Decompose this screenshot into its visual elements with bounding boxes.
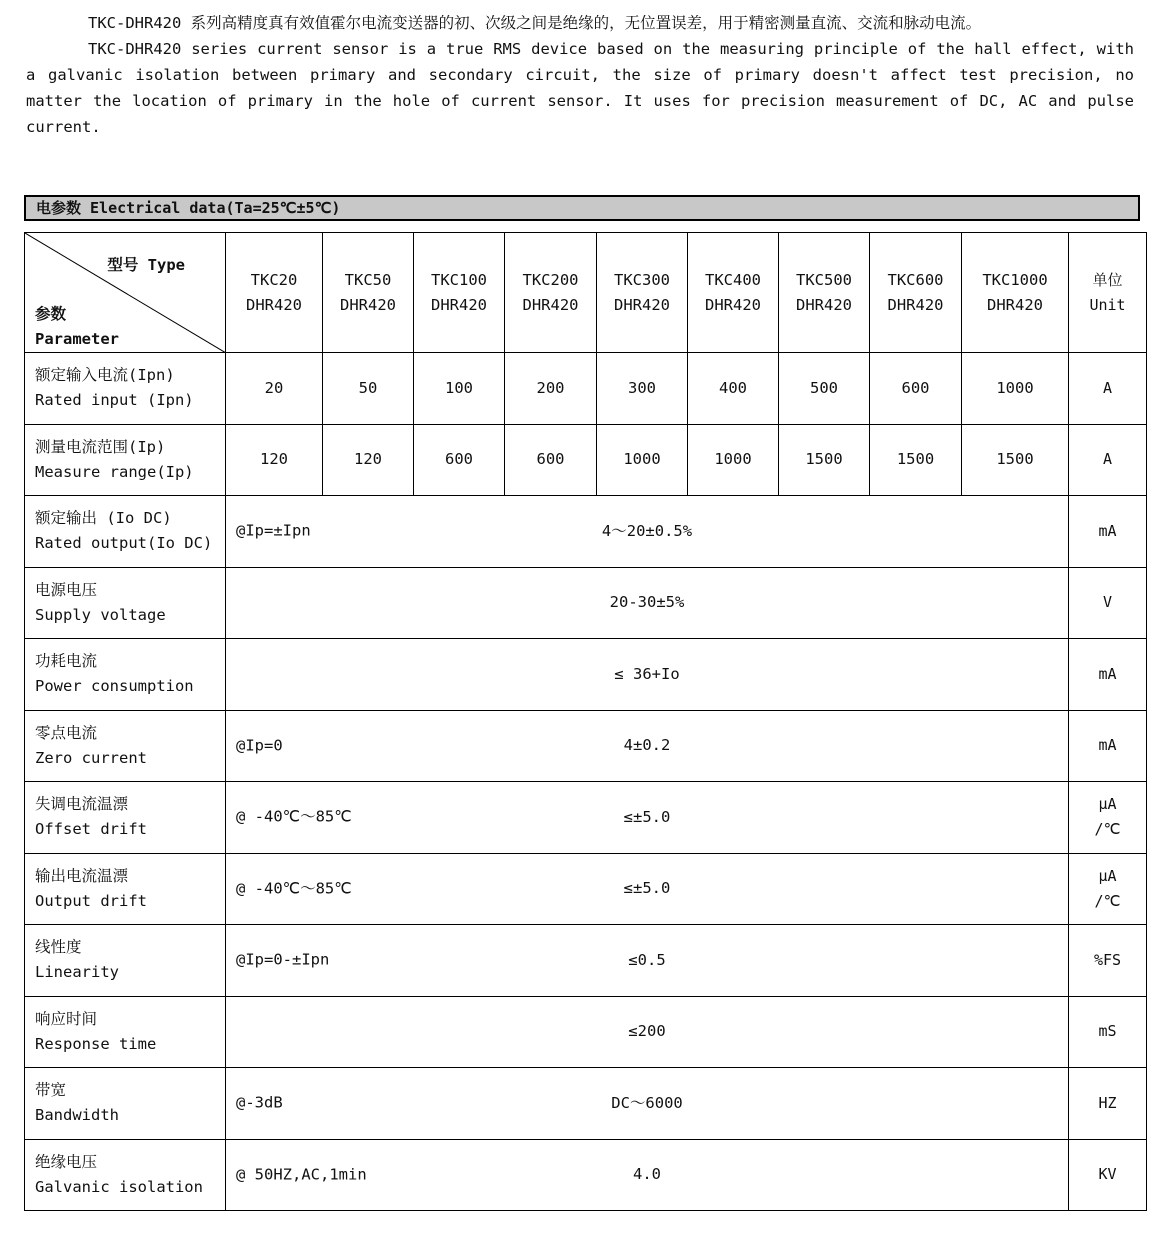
param-cell	[25, 1068, 226, 1140]
value-cell: 50	[323, 353, 414, 425]
value-cell: 1000	[962, 353, 1069, 425]
merged-value-cell	[226, 496, 1069, 568]
value-cell: 1500	[870, 424, 962, 496]
parameter-label	[35, 302, 119, 352]
value-cell: 600	[414, 424, 505, 496]
model-name: TKC100	[431, 270, 487, 289]
value-cell: 500	[779, 353, 870, 425]
unit-text-secondary: /℃	[1094, 820, 1121, 839]
model-suffix: DHR420	[340, 295, 396, 314]
intro-en: TKC-DHR420 series current sensor is a true RMS device based on the measuring principle of the hall effect, with a galvanic isolation between primary and secondary circuit, the size of primary doesn't affect test precision, no matter the location of primary in the hole of current sensor. It uses for precision measurement of DC, AC and pulse current.	[26, 40, 1134, 136]
param-zh: 带宽	[35, 1081, 67, 1100]
unit-cell: A	[1069, 353, 1147, 425]
table-row	[25, 496, 1147, 568]
condition-text: @Ip=±Ipn	[236, 521, 311, 540]
unit-cell: A	[1069, 424, 1147, 496]
param-zh: 额定输入电流(Ipn)	[35, 366, 175, 385]
condition-text: @Ip=0	[236, 736, 283, 755]
model-suffix: DHR420	[887, 295, 944, 314]
value-text: 4～20±0.5%	[601, 521, 693, 540]
value-cell: 1500	[962, 424, 1069, 496]
value-text: ≤ 36+Io	[614, 664, 680, 683]
param-en: Rated output(Io DC)	[35, 534, 213, 553]
model-suffix: DHR420	[246, 295, 302, 314]
table-row	[25, 424, 1147, 496]
merged-value-cell	[226, 996, 1069, 1068]
model-header-cell	[962, 233, 1069, 353]
condition-text: @Ip=0-±Ipn	[236, 950, 330, 969]
param-cell	[25, 710, 226, 782]
param-zh: 测量电流范围(Ip)	[35, 437, 166, 456]
param-en: Supply voltage	[35, 605, 166, 624]
model-suffix: DHR420	[987, 295, 1043, 314]
value-cell: 1500	[779, 424, 870, 496]
unit-text: mA	[1098, 664, 1117, 683]
param-zh: 额定输出 (Io DC)	[35, 509, 172, 528]
param-en: Power consumption	[35, 677, 194, 696]
param-zh: 响应时间	[35, 1009, 98, 1028]
table-row	[25, 567, 1147, 639]
section-title: 电参数 Electrical data(Ta=25℃±5℃)	[36, 199, 341, 217]
value-cell: 600	[870, 353, 962, 425]
model-name: TKC1000	[982, 270, 1048, 289]
table-row	[25, 1068, 1147, 1140]
table-row	[25, 853, 1147, 925]
unit-cell	[1069, 639, 1147, 711]
value-text: DC～6000	[611, 1093, 683, 1112]
model-header-cell	[414, 233, 505, 353]
unit-cell	[1069, 782, 1147, 854]
unit-text: V	[1102, 593, 1113, 612]
model-header-cell	[870, 233, 962, 353]
value-cell: 400	[688, 353, 779, 425]
unit-text: mA	[1098, 521, 1117, 540]
value-cell: 300	[597, 353, 688, 425]
unit-text: μA	[1098, 866, 1117, 885]
model-suffix: DHR420	[431, 295, 487, 314]
condition-text: @ -40℃～85℃	[236, 879, 352, 898]
merged-value-cell	[226, 853, 1069, 925]
model-name: TKC300	[614, 270, 670, 289]
model-suffix: DHR420	[796, 295, 852, 314]
section-title-bar	[24, 195, 1140, 221]
param-cell	[25, 567, 226, 639]
unit-header-cell	[1069, 233, 1147, 353]
condition-text: @ 50HZ,AC,1min	[236, 1165, 367, 1184]
model-header-cell	[505, 233, 597, 353]
unit-cell	[1069, 710, 1147, 782]
table-row	[25, 1139, 1147, 1211]
param-zh: 零点电流	[35, 723, 98, 742]
value-text: ≤±5.0	[623, 807, 671, 826]
value-cell: 1000	[597, 424, 688, 496]
param-zh: 绝缘电压	[35, 1152, 98, 1171]
model-suffix: DHR420	[614, 295, 670, 314]
model-suffix: DHR420	[522, 295, 579, 314]
param-zh: 输出电流温漂	[35, 866, 129, 885]
unit-cell	[1069, 1139, 1147, 1211]
table-row	[25, 353, 1147, 425]
unit-text-secondary: /℃	[1094, 891, 1121, 910]
merged-value-cell	[226, 782, 1069, 854]
condition-text: @ -40℃～85℃	[236, 807, 352, 826]
param-cell	[25, 996, 226, 1068]
unit-cell	[1069, 567, 1147, 639]
table-row	[25, 710, 1147, 782]
unit-cell	[1069, 853, 1147, 925]
table-row	[25, 782, 1147, 854]
param-en: Output drift	[35, 891, 147, 910]
unit-text: %FS	[1093, 950, 1122, 969]
model-name: TKC400	[705, 270, 761, 289]
param-zh: 线性度	[35, 938, 82, 957]
header-row	[25, 233, 1147, 353]
unit-label-en: Unit	[1089, 295, 1126, 314]
param-cell	[25, 496, 226, 568]
type-label: 型号 Type	[107, 256, 185, 274]
param-cell	[25, 1139, 226, 1211]
model-name: TKC20	[250, 270, 298, 289]
merged-value-cell	[226, 567, 1069, 639]
value-text: ≤200	[628, 1022, 666, 1041]
unit-text: KV	[1098, 1165, 1117, 1184]
model-suffix: DHR420	[705, 295, 761, 314]
value-text: 4±0.2	[623, 736, 671, 755]
value-cell: 600	[505, 424, 597, 496]
param-en: Measure range(Ip)	[35, 462, 194, 481]
param-cell	[25, 782, 226, 854]
param-zh: 电源电压	[35, 580, 98, 599]
model-header-cell	[779, 233, 870, 353]
merged-value-cell	[226, 639, 1069, 711]
condition-text: @-3dB	[236, 1093, 283, 1112]
param-zh: 失调电流温漂	[35, 795, 129, 814]
param-en: Galvanic isolation	[35, 1177, 203, 1196]
model-name: TKC500	[796, 270, 852, 289]
value-cell: 20	[226, 353, 323, 425]
merged-value-cell	[226, 925, 1069, 997]
intro-text	[26, 10, 1134, 140]
unit-cell	[1069, 1068, 1147, 1140]
value-text: 20-30±5%	[609, 593, 685, 612]
model-header-cell	[226, 233, 323, 353]
parameter-label-en: Parameter	[35, 330, 119, 348]
value-cell: 120	[226, 424, 323, 496]
merged-value-cell	[226, 1068, 1069, 1140]
param-zh: 功耗电流	[35, 652, 98, 671]
param-cell	[25, 424, 226, 496]
merged-value-cell	[226, 710, 1069, 782]
diagonal-header-cell	[25, 233, 226, 353]
unit-text: mS	[1098, 1022, 1117, 1041]
param-cell	[25, 353, 226, 425]
value-text: ≤±5.0	[623, 879, 671, 898]
value-text: ≤0.5	[628, 950, 666, 969]
model-header-cell	[597, 233, 688, 353]
merged-value-cell	[226, 1139, 1069, 1211]
param-en: Bandwidth	[35, 1106, 119, 1125]
param-cell	[25, 925, 226, 997]
unit-text: mA	[1098, 736, 1117, 755]
value-cell: 120	[323, 424, 414, 496]
intro-zh: TKC-DHR420 系列高精度真有效值霍尔电流变送器的初、次级之间是绝缘的，无位置误差，用于精密测量直流、交流和脉动电流。	[88, 14, 982, 32]
table-row	[25, 925, 1147, 997]
table-row	[25, 639, 1147, 711]
unit-label-zh: 单位	[1092, 270, 1123, 289]
param-cell	[25, 853, 226, 925]
param-en: Zero current	[35, 748, 147, 767]
value-text: 4.0	[633, 1165, 661, 1184]
param-en: Linearity	[35, 963, 119, 982]
model-name: TKC50	[344, 270, 392, 289]
param-en: Offset drift	[35, 820, 147, 839]
model-name: TKC200	[522, 270, 579, 289]
unit-text: HZ	[1098, 1093, 1117, 1112]
parameter-label-zh: 参数	[35, 305, 67, 323]
table-row	[25, 996, 1147, 1068]
value-cell: 1000	[688, 424, 779, 496]
unit-cell	[1069, 996, 1147, 1068]
value-cell: 200	[505, 353, 597, 425]
model-header-cell	[688, 233, 779, 353]
model-header-cell	[323, 233, 414, 353]
unit-cell	[1069, 496, 1147, 568]
electrical-data-table	[24, 232, 1147, 1211]
unit-cell	[1069, 925, 1147, 997]
param-en: Rated input (Ipn)	[35, 391, 194, 410]
param-en: Response time	[35, 1034, 157, 1053]
model-name: TKC600	[887, 270, 944, 289]
unit-text: μA	[1098, 795, 1117, 814]
value-cell: 100	[414, 353, 505, 425]
param-cell	[25, 639, 226, 711]
